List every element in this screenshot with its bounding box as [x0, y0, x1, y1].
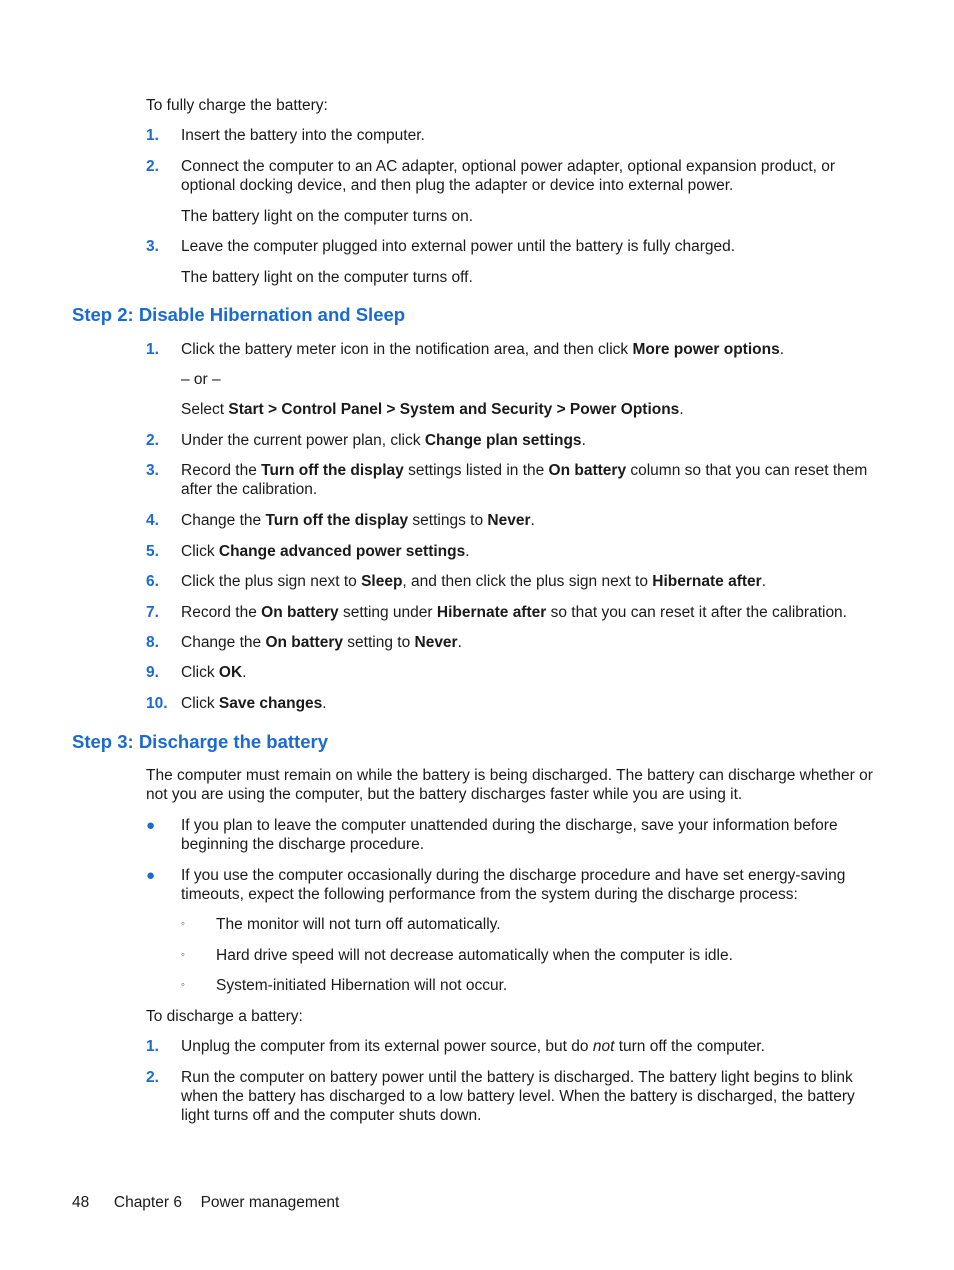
charge-step-3	[146, 237, 876, 256]
step-number: 3.	[146, 238, 159, 255]
step2-item-3	[146, 461, 876, 499]
select-path: Select Start > Control Panel > System and Security > Power Options.	[181, 401, 684, 418]
to-discharge-text: To discharge a battery:	[146, 1008, 303, 1025]
or-separator: – or –	[181, 371, 221, 388]
step-number: 1.	[146, 1038, 159, 1055]
step-number: 8.	[146, 634, 159, 651]
step-text: Click Save changes.	[181, 695, 327, 712]
step-text: Change the On battery setting to Never.	[181, 634, 462, 651]
section-heading-step2: Step 2: Disable Hibernation and Sleep	[72, 304, 406, 325]
step-text: Click the plus sign next to Sleep, and then click the plus sign next to Hibernate after.	[181, 573, 767, 590]
step2-item-8	[146, 633, 876, 652]
step-number: 4.	[146, 512, 159, 529]
page-footer	[72, 1193, 339, 1212]
step-text: Record the On battery setting under Hibernate after so that you can reset it after the calibration.	[181, 604, 847, 621]
step-text: Change the Turn off the display settings to Never.	[181, 512, 535, 529]
circle-bullet-icon: ◦	[181, 979, 185, 991]
discharge-intro: The computer must remain on while the battery is being discharged. The battery can discharge whether or not you are using the computer, but the battery discharges faster while you are using it.	[146, 767, 873, 803]
discharge-step-2	[146, 1068, 876, 1125]
step-number: 10.	[146, 695, 168, 712]
step-text: Click the battery meter icon in the notification area, and then click More power options.	[181, 341, 785, 358]
bullet-item-1	[146, 816, 876, 854]
sub-bullet-text: The monitor will not turn off automatically.	[216, 916, 501, 933]
sub-bullet-text: Hard drive speed will not decrease automatically when the computer is idle.	[216, 947, 733, 964]
step-text: Record the Turn off the display settings listed in the On battery column so that you can reset them after the calibration.	[181, 462, 868, 498]
step2-item-5	[146, 542, 876, 561]
step-number: 5.	[146, 543, 159, 560]
step-note: The battery light on the computer turns on.	[181, 208, 474, 225]
step-number: 2.	[146, 158, 159, 175]
step-note: The battery light on the computer turns off.	[181, 269, 473, 286]
sub-bullet-item-1	[181, 915, 876, 934]
step2-item-4	[146, 511, 876, 530]
step-text: Run the computer on battery power until the battery is discharged. The battery light begins to blink when the battery has discharged to a low battery level. When the battery is discharged, the battery light turns off and the computer shuts down.	[181, 1069, 855, 1124]
step2-item-2	[146, 431, 876, 450]
step-text: Under the current power plan, click Change plan settings.	[181, 432, 586, 449]
sub-bullet-item-3	[181, 976, 876, 995]
step-text: Insert the battery into the computer.	[181, 127, 425, 144]
bullet-icon: ●	[146, 867, 156, 884]
discharge-step-1	[146, 1037, 876, 1056]
bullet-item-2	[146, 866, 876, 904]
step-number: 2.	[146, 1069, 159, 1086]
step-text: Click OK.	[181, 664, 247, 681]
step-text: Unplug the computer from its external power source, but do not turn off the computer.	[181, 1038, 765, 1055]
sub-bullet-item-2	[181, 946, 876, 965]
charge-step-2	[146, 157, 876, 195]
circle-bullet-icon: ◦	[181, 949, 185, 961]
step2-item-1	[146, 340, 876, 359]
step-number: 2.	[146, 432, 159, 449]
step2-item-6	[146, 572, 876, 591]
section-heading-step3: Step 3: Discharge the battery	[72, 731, 328, 752]
step-number: 6.	[146, 573, 159, 590]
step2-item-9	[146, 663, 876, 682]
step-number: 3.	[146, 462, 159, 479]
step2-item-10	[146, 694, 876, 713]
step-text: Leave the computer plugged into external power until the battery is fully charged.	[181, 238, 736, 255]
step-number: 7.	[146, 604, 159, 621]
step-number: 9.	[146, 664, 159, 681]
chapter-title: Power management	[200, 1194, 340, 1211]
chapter-label: Chapter 6	[113, 1194, 182, 1211]
step-text: Connect the computer to an AC adapter, optional power adapter, optional expansion product, or optional docking device, and then plug the adapter or device into external power.	[181, 158, 836, 194]
step2-item-7	[146, 603, 876, 622]
intro-text: To fully charge the battery:	[146, 97, 328, 114]
step-text: Click Change advanced power settings.	[181, 543, 470, 560]
page-number: 48	[72, 1194, 90, 1211]
circle-bullet-icon: ◦	[181, 918, 185, 930]
charge-step-1	[146, 126, 876, 145]
step-number: 1.	[146, 127, 159, 144]
sub-bullet-text: System-initiated Hibernation will not occur.	[216, 977, 508, 994]
step-number: 1.	[146, 341, 159, 358]
bullet-text: If you use the computer occasionally during the discharge procedure and have set energy-saving timeouts, expect the following performance from the system during the discharge process:	[181, 867, 846, 903]
bullet-text: If you plan to leave the computer unattended during the discharge, save your information before beginning the discharge procedure.	[181, 817, 838, 853]
bullet-icon: ●	[146, 817, 156, 834]
